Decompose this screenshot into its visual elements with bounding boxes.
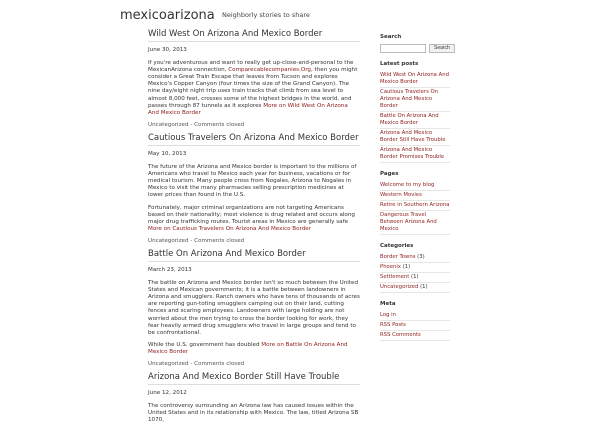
post-date: May 10, 2013 xyxy=(148,150,187,157)
page-link[interactable]: Dangerous Travel Between Arizona And Mexico xyxy=(380,212,437,232)
category-link[interactable]: Uncategorized xyxy=(148,121,189,128)
post-date: June 30, 2013 xyxy=(148,47,187,53)
latest-post-link[interactable]: Arizona And Mexico Border Still Have Trouble xyxy=(380,130,446,143)
latest-post-link[interactable]: Battle On Arizona And Mexico Border xyxy=(380,113,439,126)
list-item xyxy=(380,112,450,129)
post-body xyxy=(148,205,360,233)
pages-widget xyxy=(380,171,450,235)
list-item xyxy=(380,283,450,293)
post-date: June 12, 2012 xyxy=(148,390,187,397)
meta-separator: - xyxy=(188,361,195,367)
search-input[interactable] xyxy=(380,44,426,53)
category-count: (3) xyxy=(415,254,425,260)
rss-posts-link[interactable]: RSS Posts xyxy=(380,322,406,328)
post-meta xyxy=(148,361,360,368)
category-link[interactable]: Phoenix xyxy=(380,264,402,270)
post-body: The battle on Arizona and Mexico border isn't so much between the United States and Mexican governments; it is a battle between landowners in Arizona and smugglers. Ranch owners who have tens of thousands of acres are reporting gun-toting smugglers camping out on their land, cutting fences and scaring employees. Landowners with large holding are not worried about the men trying to cross the border looking for work, they fear heavily armed drug smugglers who travel in large groups and tend to be confrontational. xyxy=(148,280,360,336)
post xyxy=(148,29,360,129)
post-text: While the U.S. government has doubled xyxy=(148,341,262,348)
post-meta xyxy=(148,238,360,245)
meta-widget xyxy=(380,301,450,341)
list-item xyxy=(380,129,450,146)
list-item xyxy=(380,211,450,235)
post-title-link[interactable]: Battle On Arizona And Mexico Border xyxy=(148,248,306,259)
list-item xyxy=(380,321,450,331)
post xyxy=(148,372,360,424)
latest-post-link[interactable]: Cautious Travelers On Arizona And Mexico Border xyxy=(380,89,439,109)
list-item xyxy=(380,273,450,283)
read-more-link[interactable]: More on Wild West On Arizona And Mexico Border xyxy=(148,102,348,116)
read-more-link[interactable]: More on Battle On Arizona And Mexico Border xyxy=(148,341,348,355)
sidebar xyxy=(380,34,450,349)
list-item xyxy=(380,263,450,273)
list-item xyxy=(380,71,450,88)
list-item xyxy=(380,331,450,341)
list-item xyxy=(380,311,450,321)
category-link[interactable]: Uncategorized xyxy=(148,237,189,244)
category-count: (1) xyxy=(418,284,428,290)
list-item xyxy=(380,181,450,191)
meta-separator: - xyxy=(188,121,195,128)
category-link[interactable]: Uncategorized xyxy=(380,284,419,290)
rss-comments-link[interactable]: RSS Comments xyxy=(380,332,421,338)
list-item xyxy=(380,253,450,263)
page-link[interactable]: Western Movies xyxy=(380,192,422,198)
post xyxy=(148,133,360,245)
category-count: (1) xyxy=(409,274,419,280)
category-link[interactable]: Uncategorized xyxy=(148,361,189,367)
comments-status: Comments closed xyxy=(194,121,245,128)
login-link[interactable]: Log in xyxy=(380,312,396,318)
post xyxy=(148,249,360,368)
page-link[interactable]: Retire in Southern Arizona xyxy=(380,202,450,208)
categories-heading: Categories xyxy=(380,243,414,249)
post-title-link[interactable]: Wild West On Arizona And Mexico Border xyxy=(148,29,323,39)
post-meta xyxy=(148,122,360,129)
category-link[interactable]: Settlement xyxy=(380,274,410,280)
comments-status: Comments closed xyxy=(194,361,245,367)
site-tagline: Neighborly stories to share xyxy=(222,11,310,19)
main-content xyxy=(148,29,360,429)
site-title[interactable]: mexicoarizona xyxy=(120,8,215,23)
list-item xyxy=(380,191,450,201)
post-date: March 23, 2013 xyxy=(148,266,192,273)
latest-post-link[interactable]: Arizona And Mexico Border Promises Trouble xyxy=(380,147,445,160)
categories-list xyxy=(380,253,450,293)
post-title-link[interactable]: Arizona And Mexico Border Still Have Trouble xyxy=(148,372,340,383)
post-text: Fortunately, major criminal organizations are not targeting Americans based on their nationality; most violence is drug related and occurs along major drug trafficking routes. Tourist areas in Mexico are generally safe xyxy=(148,204,355,225)
page-link[interactable]: Welcome to my blog xyxy=(380,182,435,188)
post-title-link[interactable]: Cautious Travelers On Arizona And Mexico Border xyxy=(148,132,359,143)
latest-posts-heading: Latest posts xyxy=(380,61,419,67)
search-heading: Search xyxy=(380,34,402,40)
pages-list xyxy=(380,181,450,235)
post-title[interactable] xyxy=(148,29,360,42)
post-body xyxy=(148,60,360,117)
post-body xyxy=(148,342,360,356)
post-body: The future of the Arizona and Mexico border is important to the millions of Americans who travel to Mexico each year for business, vacations or for medical tourism. Many people cross from Nogales, Arizona to Nogales in Mexico to visit the many pharmacies selling prescription medicines at lower prices than found in the U.S. xyxy=(148,164,357,199)
search-form xyxy=(380,44,450,53)
list-item xyxy=(380,88,450,112)
search-button[interactable]: Search xyxy=(429,44,455,53)
latest-posts-list xyxy=(380,71,450,163)
meta-separator: - xyxy=(188,237,195,244)
post-title[interactable] xyxy=(148,372,360,385)
post-body: The controversy surrounding an Arizona law has caused issues within the United States and in its relationship with Mexico. The law, titled Arizona SB 1070, xyxy=(148,403,359,424)
read-more-link[interactable]: More on Cautious Travelers On Arizona And Mexico Border xyxy=(148,225,312,232)
latest-post-link[interactable]: Wild West On Arizona And Mexico Border xyxy=(380,72,449,85)
list-item xyxy=(380,201,450,211)
pages-heading: Pages xyxy=(380,171,399,177)
inline-link[interactable]: Comparecablecompanies.Org xyxy=(228,67,311,74)
site-header xyxy=(0,0,600,26)
category-link[interactable]: Border Towns xyxy=(380,254,416,260)
post-title[interactable] xyxy=(148,249,360,262)
post-text: , then you might consider a Great Train Escape that leaves from Tucson and explores Mexico's Copper Canyon (four times the size of the Grand Canyon). The nine day/eight night trip uses train tracks that climb from sea level to almost 8,000 feet, crosses some of the highest bridges in the world, and passes through 87 tunnels as it explores xyxy=(148,67,358,109)
meta-list xyxy=(380,311,450,341)
category-count: (1) xyxy=(401,264,411,270)
comments-status: Comments closed xyxy=(194,237,245,244)
latest-posts-widget xyxy=(380,61,450,163)
post-title[interactable] xyxy=(148,133,360,146)
categories-widget xyxy=(380,243,450,293)
meta-heading: Meta xyxy=(380,301,396,307)
list-item xyxy=(380,146,450,163)
search-widget xyxy=(380,34,450,53)
post-text: If you're adventurous and want to really get up-close-and-personal to the MexicanArizona connection, xyxy=(148,60,354,74)
